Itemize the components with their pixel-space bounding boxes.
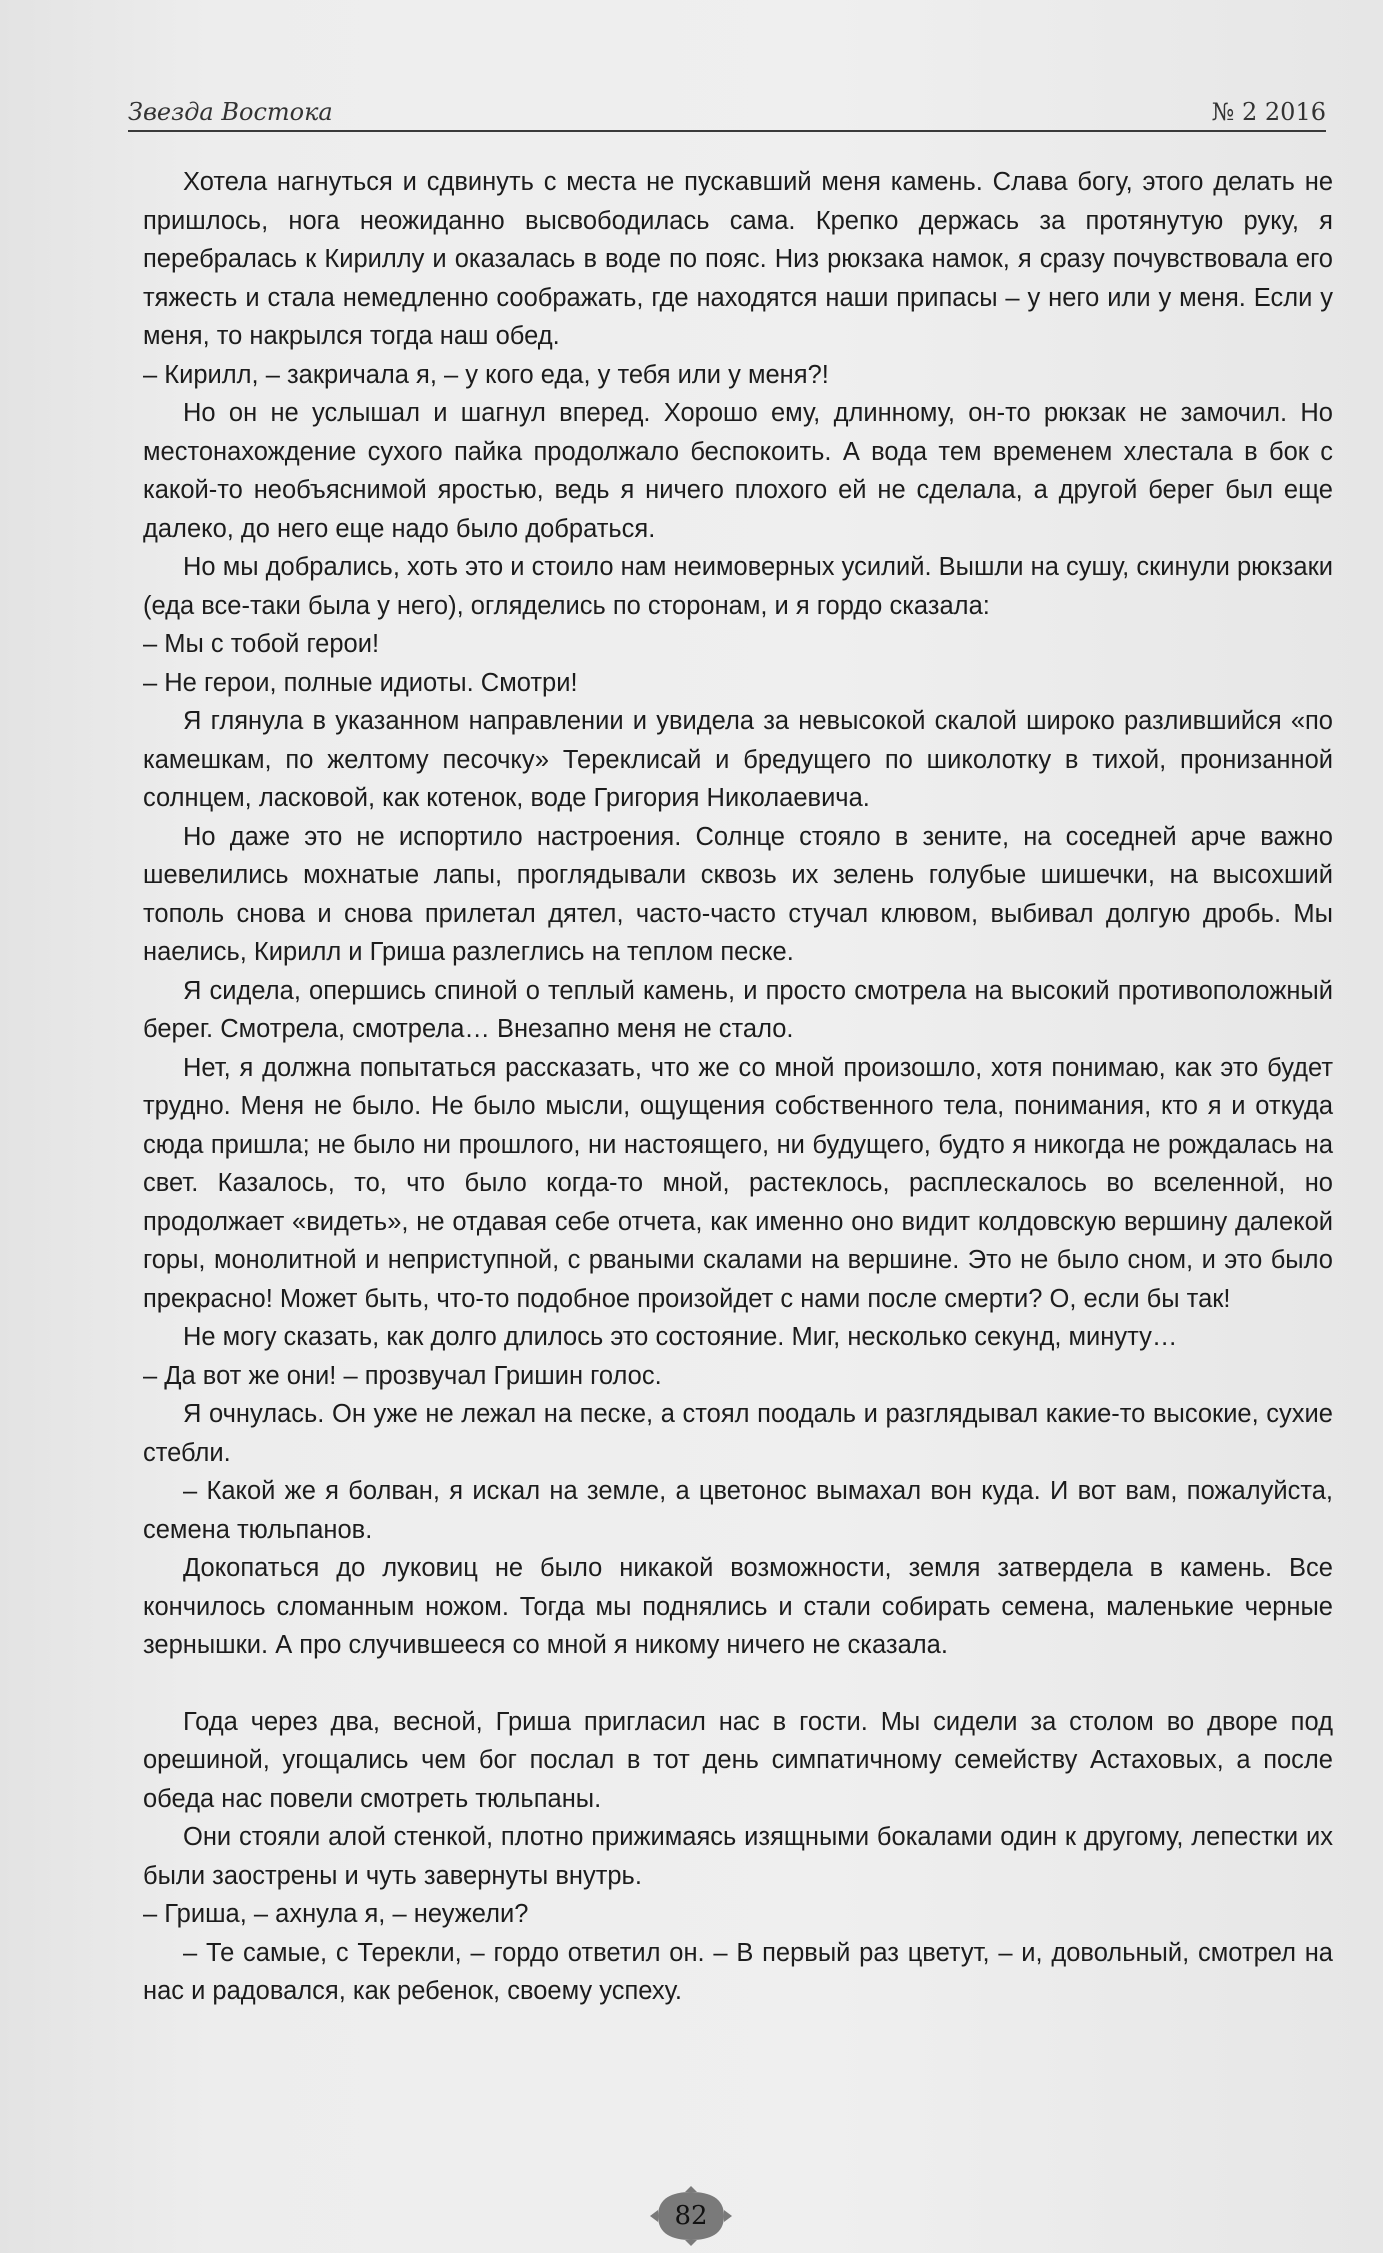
paragraph: Года через два, весной, Гриша пригласил нас в гости. Мы сидели за столом во дворе под орешиной, угощались чем бог послал в тот день симпатичному семейству Астаховых, а после обеда нас повели смотреть тюльпаны. <box>143 1707 1333 1813</box>
section-break <box>143 1665 1333 1703</box>
dialogue-line: – Гриша, – ахнула я, – неужели? <box>143 1900 529 1928</box>
paragraph: Нет, я должна попытаться рассказать, что же со мной произошло, хотя понимаю, как это будет трудно. Меня не было. Не было мысли, ощущения собственного тела, понимания, кто я и откуда сюда пришла; не было ни прошлого, ни настоящего, ни будущего, будто я никогда не рождалась на свет. Казалось, то, что было когда-то мной, растеклось, расплескалось во вселенной, но продолжает «видеть», не отдавая себе отчета, как именно оно видит колдовскую вершину далекой горы, монолитной и неприступной, с рваными скалами на вершине. Это не было сном, и это было прекрасно! Может быть, что-то подобное произойдет с нами после смерти? О, если бы так! <box>143 1053 1333 1313</box>
journal-title: Звезда Востока <box>128 98 333 126</box>
paragraph: – Какой же я болван, я искал на земле, а цветонос вымахал вон куда. И вот вам, пожалуйста, семена тюльпанов. <box>143 1477 1333 1544</box>
article-body <box>143 163 1333 2011</box>
paragraph: Не могу сказать, как долго длилось это состояние. Миг, несколько секунд, минуту… <box>183 1323 1178 1351</box>
page-number: 82 <box>674 2201 708 2231</box>
paragraph: Они стояли алой стенкой, плотно прижимаясь изящными бокалами один к другому, лепестки их были заострены и чуть завернуты внутрь. <box>143 1823 1333 1890</box>
dialogue-line: – Мы с тобой герои! <box>143 630 380 658</box>
page-footer <box>648 2186 734 2246</box>
paragraph: Но даже это не испортило настроения. Солнце стояло в зените, на соседней арче важно шевелились мохнатые лапы, проглядывали сквозь их зелень голубые шишечки, на высохший тополь снова и снова прилетал дятел, часто-часто стучал клювом, выбивал долгую дробь. Мы наелись, Кирилл и Гриша разлеглись на теплом песке. <box>143 822 1333 966</box>
paragraph: Но он не услышал и шагнул вперед. Хорошо ему, длинному, он-то рюкзак не замочил. Но местонахождение сухого пайка продолжало беспокоить. А вода тем временем хлестала в бок с какой-то необъяснимой яростью, ведь я ничего плохого ей не сделала, а другой берег был еще далеко, до него еще надо было добраться. <box>143 399 1333 543</box>
running-header <box>128 90 1326 132</box>
paragraph: Докопаться до луковиц не было никакой возможности, земля затвердела в камень. Все кончилось сломанным ножом. Тогда мы поднялись и стали собирать семена, маленькие черные зернышки. А про случившееся со мной я никому ничего не сказала. <box>143 1554 1333 1659</box>
paragraph: – Те самые, с Терекли, – гордо ответил он. – В первый раз цветут, – и, довольный, смотрел на нас и радовался, как ребенок, своему успеху. <box>143 1938 1333 2005</box>
paragraph: Я сидела, опершись спиной о теплый камень, и просто смотрела на высокий противоположный берег. Смотрела, смотрела… Внезапно меня не стало. <box>143 976 1333 1043</box>
paragraph: Хотела нагнуться и сдвинуть с места не пускавший меня камень. Слава богу, этого делать не пришлось, нога неожиданно высвободилась сама. Крепко держась за протянутую руку, я перебралась к Кириллу и оказалась в воде по пояс. Низ рюкзака намок, я сразу почувствовала его тяжесть и стала немедленно соображать, где находятся наши припасы – у него или у меня. Если у меня, то накрылся тогда наш обед. <box>143 168 1333 350</box>
dialogue-line: – Не герои, полные идиоты. Смотри! <box>143 668 578 697</box>
paragraph: Я очнулась. Он уже не лежал на песке, а стоял поодаль и разглядывал какие-то высокие, сухие стебли. <box>143 1400 1333 1467</box>
dialogue-line: – Кирилл, – закричала я, – у кого еда, у тебя или у меня?! <box>143 360 829 389</box>
issue-number: № 2 2016 <box>1211 98 1326 126</box>
paragraph: Я глянула в указанном направлении и увидела за невысокой скалой широко разлившийся «по камешкам, по желтому песочку» Тереклисай и бредущего по шиколотку в тихой, пронизанной солнцем, ласковой, как котенок, воде Григория Николаевича. <box>143 707 1333 812</box>
dialogue-line: – Да вот же они! – прозвучал Гришин голос. <box>143 1361 662 1390</box>
paragraph: Но мы добрались, хоть это и стоило нам неимоверных усилий. Вышли на сушу, скинули рюкзаки (еда все-таки была у него), огляделись по сторонам, и я гордо сказала: <box>143 553 1333 620</box>
